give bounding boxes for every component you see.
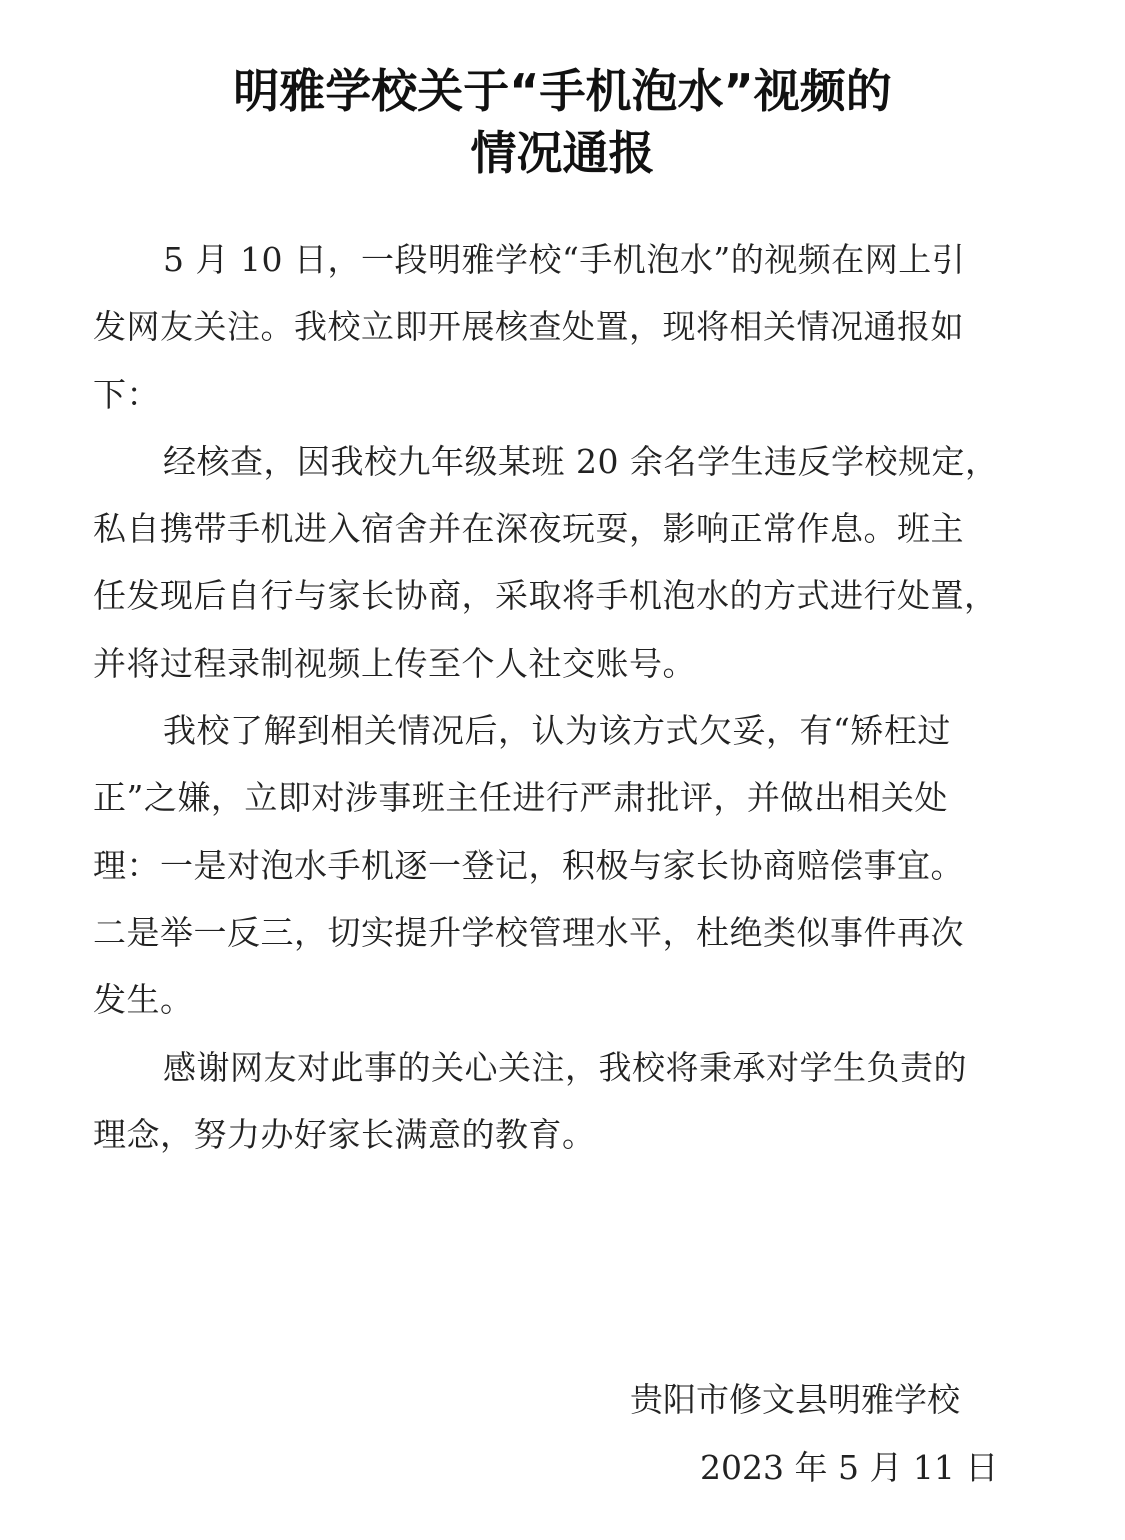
paragraph-line: 任发现后自行与家长协商，采取将手机泡水的方式进行处置，: [93, 576, 998, 616]
paragraph-line: 私自携带手机进入宿舍并在深夜玩耍，影响正常作息。班主: [93, 509, 964, 549]
paragraph-line: 发网友关注。我校立即开展核查处置，现将相关情况通报如: [93, 307, 964, 347]
paragraph-line: 并将过程录制视频上传至个人社交账号。: [93, 643, 696, 683]
paragraph: [93, 226, 1028, 428]
signature-date: 2023 年 5 月 11 日: [700, 1448, 999, 1487]
paragraph-line: 经核查，因我校九年级某班 20 余名学生违反学校规定，: [163, 441, 999, 481]
paragraph-line: 我校了解到相关情况后，认为该方式欠妥，有“矫枉过: [163, 711, 951, 751]
paragraph-line: 发生。: [93, 980, 194, 1020]
paragraph-line: 感谢网友对此事的关心关注，我校将秉承对学生负责的: [163, 1047, 967, 1087]
document-body: [93, 226, 1028, 1168]
document-title-line-1: 明雅学校关于“手机泡水”视频的: [233, 64, 892, 118]
document-title-line-2: 情况通报: [470, 126, 655, 180]
paragraph: [93, 1034, 1028, 1169]
paragraph-line: 二是举一反三，切实提升学校管理水平，杜绝类似事件再次: [93, 912, 964, 952]
paragraph: [93, 697, 1028, 1033]
paragraph-line: 下：: [93, 374, 160, 414]
signature-organization: 贵阳市修文县明雅学校: [630, 1380, 960, 1419]
paragraph: [93, 428, 1028, 697]
paragraph-line: 理念，努力办好家长满意的教育。: [93, 1114, 596, 1154]
paragraph-line: 理：一是对泡水手机逐一登记，积极与家长协商赔偿事宜。: [93, 845, 964, 885]
paragraph-line: 正”之嫌，立即对涉事班主任进行严肃批评，并做出相关处: [93, 778, 948, 818]
paragraph-line: 5 月 10 日，一段明雅学校“手机泡水”的视频在网上引: [163, 240, 966, 279]
